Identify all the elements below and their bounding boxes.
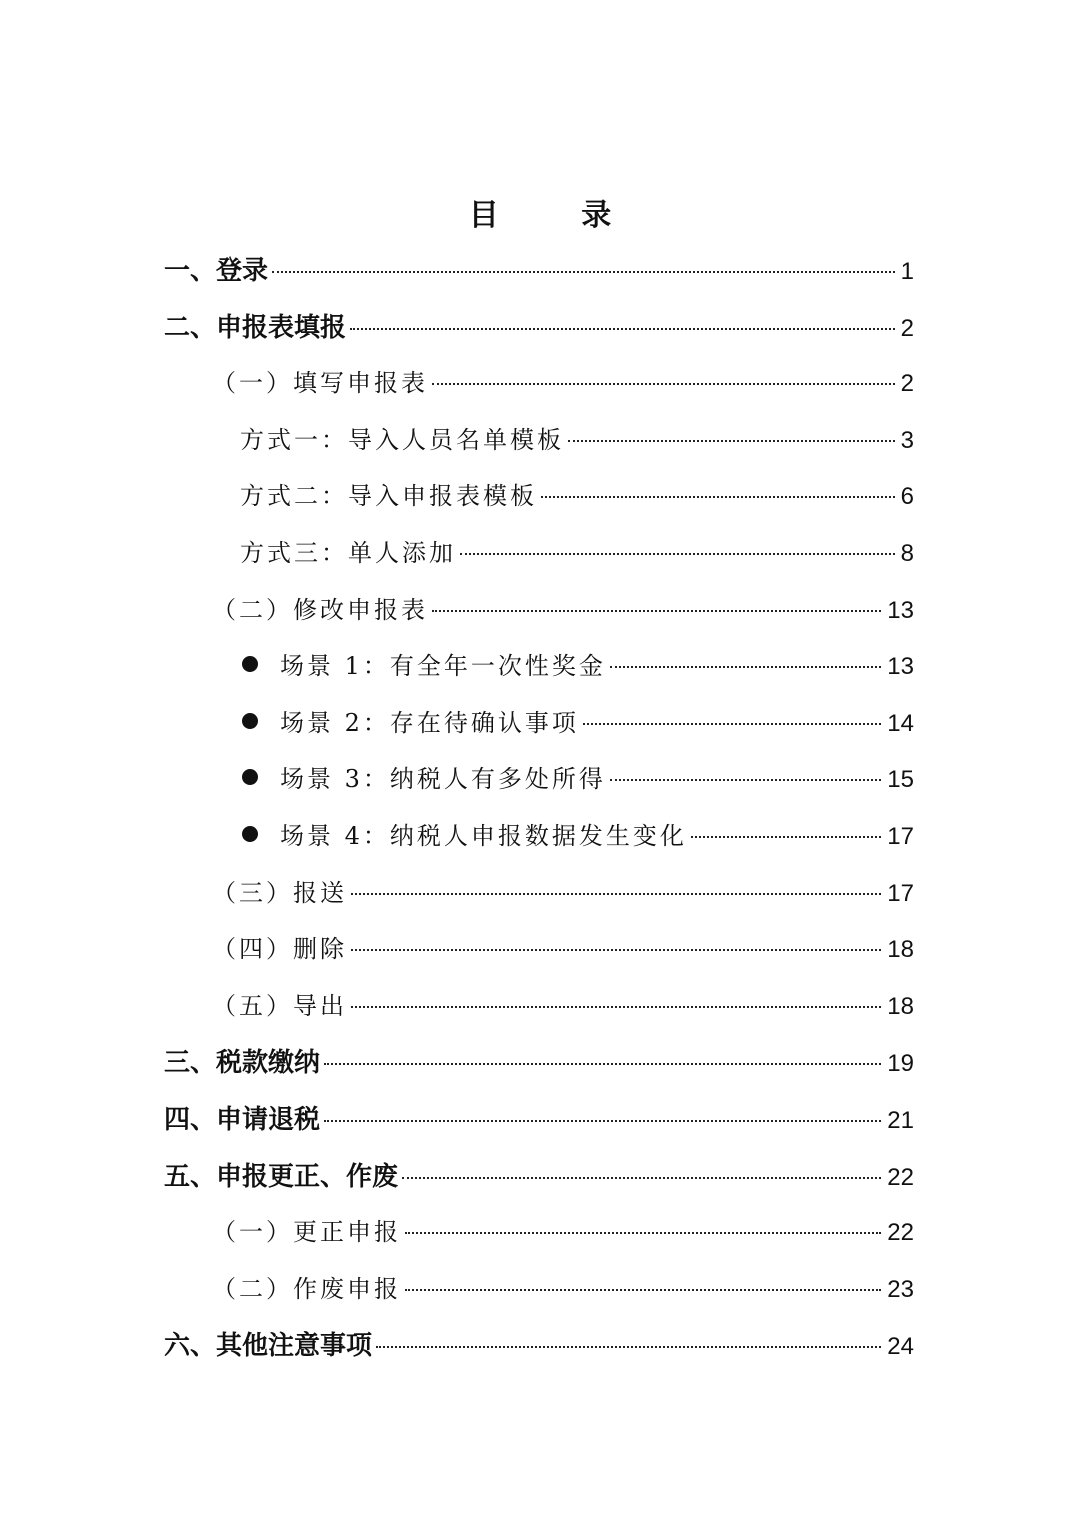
toc-entry[interactable] <box>212 873 914 919</box>
bullet-icon <box>242 713 258 729</box>
toc-entry-text: 方式一：导入人员名单模板 <box>240 426 564 454</box>
toc-page-number: 13 <box>887 653 914 680</box>
toc-entry-label <box>164 250 268 287</box>
toc-entry[interactable] <box>164 250 914 296</box>
toc-entry-text: 场景 3：纳税人有多处所得 <box>280 765 606 793</box>
bullet-icon <box>242 656 258 672</box>
toc-entry-label <box>240 476 537 511</box>
toc-entry-text: （五）导出 <box>212 992 347 1020</box>
toc-page-number: 13 <box>887 597 914 624</box>
toc-page-number: 22 <box>887 1219 914 1246</box>
toc-entry-text: （三）报送 <box>212 879 347 907</box>
toc-page-number: 18 <box>887 936 914 963</box>
toc-entry-text: （一）更正申报 <box>212 1218 401 1246</box>
toc-entry[interactable] <box>212 986 914 1032</box>
toc-dot-leader <box>376 1346 881 1348</box>
toc-entry[interactable] <box>242 703 914 749</box>
toc-page-number: 2 <box>900 370 914 397</box>
toc-page-number: 6 <box>900 483 914 510</box>
toc-entry-label <box>242 646 606 681</box>
toc-entry[interactable] <box>240 533 914 579</box>
toc-entry-text: 一、登录 <box>164 256 269 286</box>
toc-entry[interactable] <box>212 590 914 636</box>
toc-entry-text: 六、其他注意事项 <box>164 1331 373 1361</box>
toc-page-number: 19 <box>887 1050 914 1077</box>
toc-dot-leader <box>351 1006 881 1008</box>
toc-title: 目 录 <box>468 198 648 233</box>
toc-page-number: 17 <box>887 880 914 907</box>
toc-dot-leader <box>610 779 881 781</box>
toc-entry-text: 三、税款缴纳 <box>164 1048 321 1078</box>
toc-entry-text: 方式二：导入申报表模板 <box>240 482 537 510</box>
toc-dot-leader <box>402 1177 881 1179</box>
toc-dot-leader <box>691 836 881 838</box>
toc-entry-text: （四）删除 <box>212 935 347 963</box>
toc-entry-text: （二）作废申报 <box>212 1275 401 1303</box>
toc-entry-text: 方式三：单人添加 <box>240 539 456 567</box>
toc-dot-leader <box>272 271 895 273</box>
toc-entry-text: 四、申请退税 <box>164 1105 321 1135</box>
toc-page-number: 2 <box>900 315 914 342</box>
toc-entry[interactable] <box>164 307 914 353</box>
toc-entry-label <box>242 703 579 738</box>
toc-entry[interactable] <box>242 816 914 862</box>
toc-page-number: 18 <box>887 993 914 1020</box>
toc-entry-text: 五、申报更正、作废 <box>164 1162 399 1192</box>
toc-dot-leader <box>432 383 895 385</box>
toc-entry[interactable] <box>212 929 914 975</box>
toc-entry-label <box>164 1042 320 1079</box>
toc-entry-label <box>164 1325 372 1362</box>
toc-entry[interactable] <box>212 363 914 409</box>
toc-dot-leader <box>351 893 881 895</box>
toc-entry-label <box>242 816 687 851</box>
toc-dot-leader <box>324 1063 881 1065</box>
toc-entry-text: 场景 2：存在待确认事项 <box>280 709 579 737</box>
toc-page-number: 21 <box>887 1107 914 1134</box>
toc-page-number: 22 <box>887 1164 914 1191</box>
toc-entry-label <box>212 986 347 1021</box>
toc-entry-label <box>164 1156 398 1193</box>
toc-page-number: 24 <box>887 1333 914 1360</box>
toc-dot-leader <box>610 666 881 668</box>
toc-dot-leader <box>568 440 895 442</box>
toc-page-number: 1 <box>900 258 914 285</box>
toc-page-number: 3 <box>900 427 914 454</box>
toc-entry[interactable] <box>242 646 914 692</box>
toc-dot-leader <box>541 496 895 498</box>
toc-page-number: 8 <box>900 540 914 567</box>
toc-entry-text: 场景 4：纳税人申报数据发生变化 <box>280 822 687 850</box>
toc-entry-text: （二）修改申报表 <box>212 596 428 624</box>
toc-entry-label <box>240 420 564 455</box>
toc-entry-label <box>212 363 428 398</box>
toc-dot-leader <box>432 610 881 612</box>
toc-dot-leader <box>583 723 881 725</box>
toc-entry-label <box>164 307 346 344</box>
toc-entry-text: （一）填写申报表 <box>212 369 428 397</box>
bullet-icon <box>242 826 258 842</box>
toc-entry[interactable] <box>164 1099 914 1145</box>
toc-entry-label <box>240 533 456 568</box>
toc-page-number: 14 <box>887 710 914 737</box>
toc-dot-leader <box>405 1232 881 1234</box>
toc-entry-label <box>212 929 347 964</box>
toc-entry[interactable] <box>240 476 914 522</box>
toc-entry-label <box>242 759 606 794</box>
toc-entry-text: 场景 1：有全年一次性奖金 <box>280 652 606 680</box>
toc-dot-leader <box>460 553 895 555</box>
toc-entry-label <box>212 1269 401 1304</box>
toc-entry[interactable] <box>212 1269 914 1315</box>
toc-entry-label <box>212 1212 401 1247</box>
toc-entry-label <box>212 590 428 625</box>
toc-page-number: 17 <box>887 823 914 850</box>
toc-page-number: 15 <box>887 766 914 793</box>
toc-dot-leader <box>405 1289 881 1291</box>
toc-entry-text: 二、申报表填报 <box>164 313 347 343</box>
toc-entry[interactable] <box>242 759 914 805</box>
toc-entry-label <box>212 873 347 908</box>
bullet-icon <box>242 769 258 785</box>
toc-dot-leader <box>351 949 881 951</box>
toc-entry[interactable] <box>212 1212 914 1258</box>
toc-entry[interactable] <box>164 1042 914 1088</box>
toc-entry[interactable] <box>164 1325 914 1371</box>
toc-dot-leader <box>324 1120 881 1122</box>
toc-page-number: 23 <box>887 1276 914 1303</box>
toc-dot-leader <box>350 328 895 330</box>
toc-entry[interactable] <box>164 1156 914 1202</box>
toc-entry-label <box>164 1099 320 1136</box>
toc-entry[interactable] <box>240 420 914 466</box>
